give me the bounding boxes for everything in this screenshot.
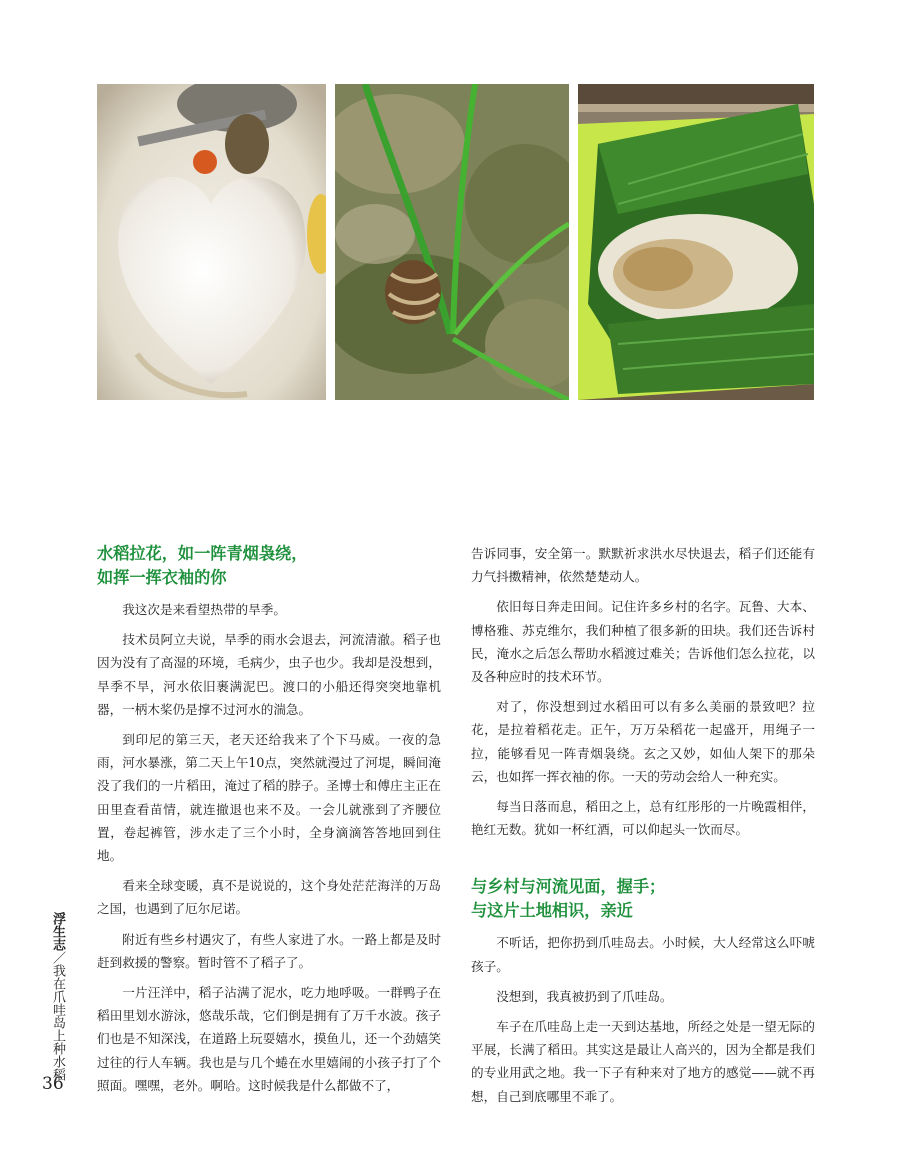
paragraph: 附近有些乡村遇灾了，有些人家进了水。一路上都是及时赶到救援的警察。暂时管不了稻子了。 [97, 931, 441, 970]
article-title: 我在爪哇岛上种水稻 [50, 964, 65, 1081]
photo-heart-rice [97, 84, 326, 400]
heading-line: 与乡村与河流见面，握手； [471, 877, 666, 897]
paragraph: 我这次是来看望热带的旱季。 [122, 602, 286, 617]
running-head [44, 912, 68, 1081]
photo-leaf-wrapped-rice [578, 84, 814, 400]
section-heading-1 [97, 542, 441, 590]
page-number: 36 [42, 1074, 64, 1094]
photo-rice-seedling [335, 84, 569, 400]
paragraph: 对了，你没想到过水稻田可以有多么美丽的景致吧？拉花，是拉着稻花走。正午，万万朵稻花一起盛开，用绳子一拉，能够看见一阵青烟袅绕。玄之又妙，如仙人架下的那朵云，也如挥一挥衣袖的你。一天的劳动会给人一种充实。 [471, 699, 815, 784]
paragraph: 看来全球变暖，真不是说说的，这个身处茫茫海洋的万岛之国，也遇到了厄尔尼诺。 [97, 878, 441, 917]
paragraph: 车子在爪哇岛上走一天到达基地，所经之处是一望无际的平展，长满了稻田。其实这是最让人高兴的，因为全都是我们的专业用武之地。我一下子有种来对了地方的感觉——就不再想，自己到底哪里不乖了。 [471, 1019, 815, 1104]
rice-seedling-snail-icon [335, 84, 569, 400]
paragraph-continued: 告诉同事，安全第一。默默祈求洪水尽快退去，稻子们还能有力气抖擞精神，依然楚楚动人。 [471, 546, 815, 585]
heading-line: 与这片土地相识，亲近 [471, 901, 633, 921]
heart-rice-plate-icon [97, 84, 326, 400]
paragraph: 每当日落而息，稻田之上，总有红彤彤的一片晚霞相伴，艳红无数。犹如一杯红酒，可以仰起头一饮而尽。 [471, 799, 815, 838]
section-heading-2 [471, 875, 815, 923]
paragraph: 一片汪洋中，稻子沾满了泥水，吃力地呼吸。一群鸭子在稻田里划水游泳，悠哉乐哉，它们倒是拥有了万千水波。孩子们也是不知深浅，在道路上玩耍嬉水，摸鱼儿，还一个劲嬉笑过往的行人车辆。我也是与几个蜷在水里嬉闹的小孩子打了个照面。嘿嘿，老外。啊哈。这时候我是什么都做不了， [97, 985, 441, 1093]
leaf-wrapped-rice-icon [578, 84, 814, 400]
section-name: 浮生志 [50, 912, 65, 951]
separator: ／ [50, 951, 65, 964]
heading-line: 水稻拉花，如一阵青烟袅绕， [97, 544, 308, 563]
paragraph: 技术员阿立夫说，旱季的雨水会退去，河流清澈。稻子也因为没有了高湿的环境，毛病少，虫子也少。我却是没想到，旱季不旱，河水依旧裹满泥巴。渡口的小船还得突突地靠机器，一柄木桨仍是撑不过河水的湍急。 [97, 632, 441, 717]
article-column-left [97, 542, 441, 1104]
heading-line: 如挥一挥衣袖的你 [97, 568, 227, 587]
article-column-right [471, 542, 815, 1115]
paragraph: 没想到，我真被扔到了爪哇岛。 [496, 988, 673, 1004]
paragraph: 不听话，把你扔到爪哇岛去。小时候，大人经常这么吓唬孩子。 [471, 935, 815, 974]
paragraph: 到印尼的第三天，老天还给我来了个下马威。一夜的急雨，河水暴涨，第二天上午10点，突然就漫过了河堤，瞬间淹没了我们的一片稻田，淹过了稻的脖子。圣博士和傅庄主正在田里查看苗情，就连撤退也来不及。一会儿就涨到了齐腰位置，卷起裤管，涉水走了三个小时，全身滴滴答答地回到住地。 [97, 732, 441, 864]
paragraph: 依旧每日奔走田间。记住许多乡村的名字。瓦鲁、大本、博格雅、苏克维尔，我们种植了很多新的田块。我们还告诉村民，淹水之后怎么帮助水稻渡过难关；告诉他们怎么拉花，以及各种应时的技术环节。 [471, 599, 815, 685]
